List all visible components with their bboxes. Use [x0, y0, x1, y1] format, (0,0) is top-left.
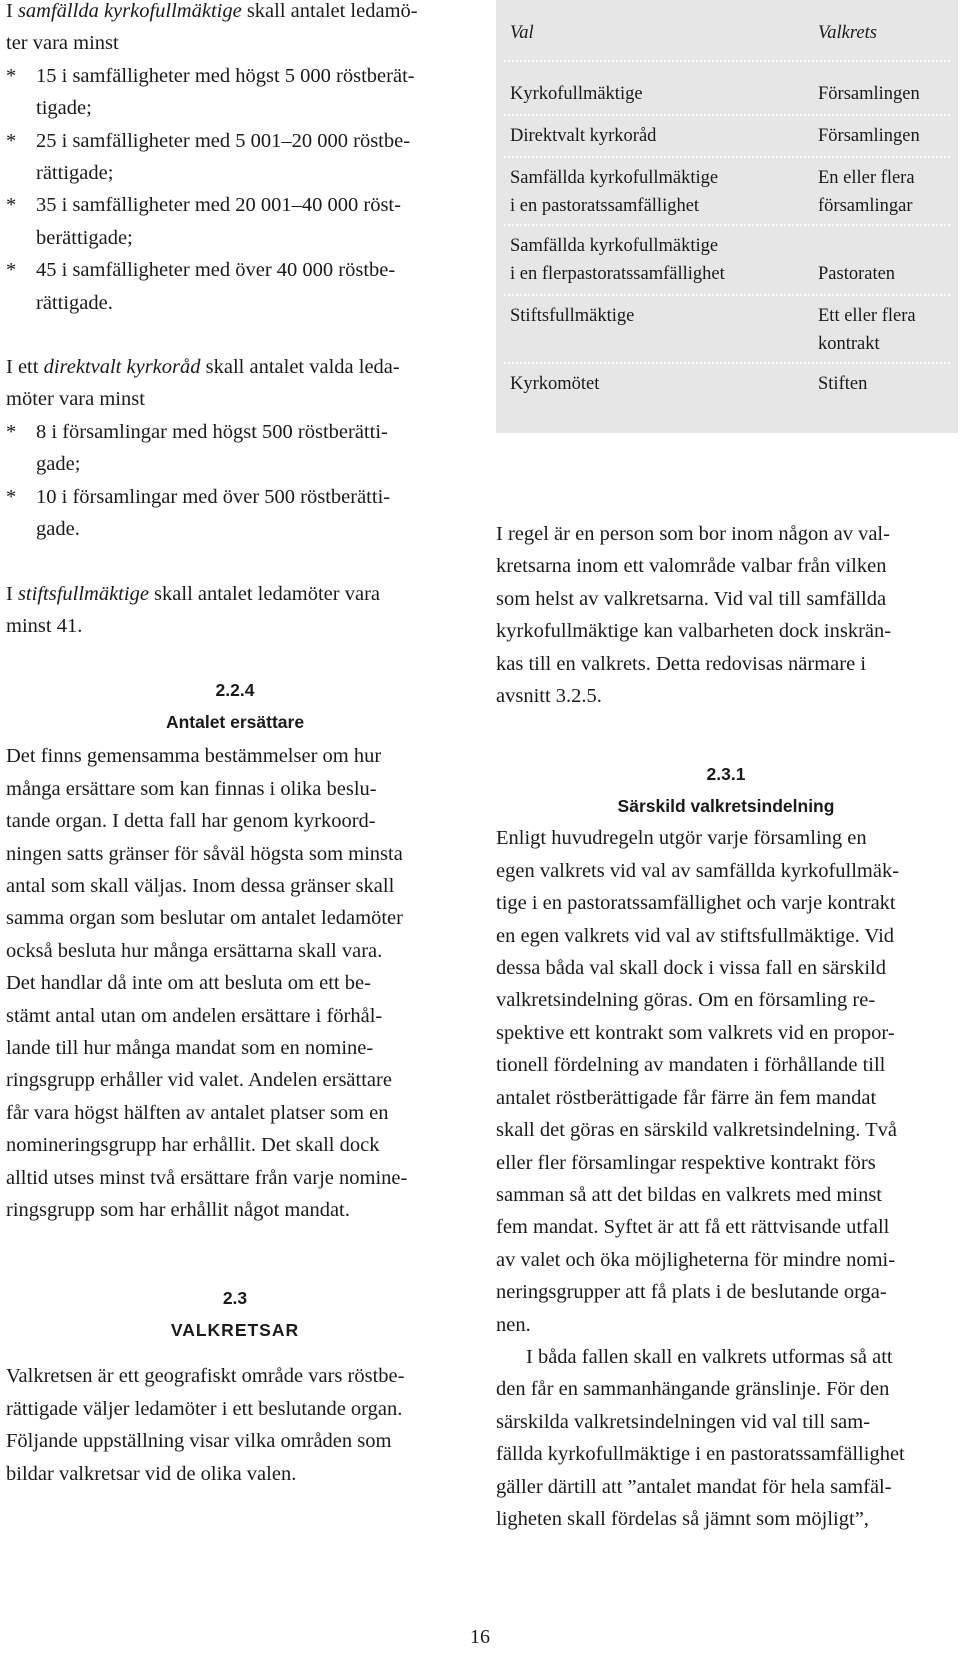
- page-number: 16: [470, 1626, 490, 1648]
- table-divider: [504, 60, 950, 62]
- section-number-2-2-4: 2.2.4: [215, 680, 255, 701]
- table-divider: [504, 114, 950, 116]
- bullet-asterisk: *: [6, 420, 17, 443]
- paragraph-valkretsen: Valkretsen är ett geografiskt område vars röstbe- rättigade väljer ledamöter i ett beslutande organ. Följande uppställning visar vilka områden som bildar valkretsar vid de olika valen.: [6, 1365, 405, 1485]
- section-title-valkretsar: VALKRETSAR: [170, 1320, 300, 1341]
- section-title-antalet-ersattare: Antalet ersättare: [165, 712, 305, 733]
- intro-stiftsfullmaktige-paragraph: I stiftsfullmäktige skall antalet ledamöter vara minst 41.: [6, 582, 381, 637]
- table-divider: [504, 224, 950, 226]
- bullet-asterisk: *: [6, 129, 17, 152]
- valkrets-table: Val Valkrets Kyrkofullmäktige Församlingen Direktvalt kyrkoråd Församlingen Samfällda kyrkofullmäktige i en pastoratssamfällighet En eller flera församlingar Samfällda kyrkofullmäktige i en flerpastoratssamfällighet Pastoraten Stiftsfullmäktige Ett eller flera kontrakt Kyrkomötet Stiften: [496, 0, 958, 433]
- list-item: * 15 i samfälligheter med högst 5 000 röstberät- tigade;: [6, 60, 464, 125]
- emphasis-samfallda: samfällda kyrkofullmäktige: [17, 0, 242, 22]
- list-item: * 8 i församlingar med högst 500 röstberätti- gade;: [6, 416, 464, 481]
- bullet-asterisk: *: [6, 259, 17, 282]
- emphasis-kyrkorad: direktvalt kyrkoråd: [43, 356, 201, 379]
- header-valkrets: Valkrets: [818, 23, 877, 43]
- intro-kyrkorad-paragraph: I ett direktvalt kyrkoråd skall antalet valda leda- möter vara minst: [6, 356, 400, 411]
- section-number-2-3-1: 2.3.1: [706, 764, 746, 785]
- list-item: * 45 i samfälligheter med över 40 000 röstbe- rättigade.: [6, 254, 464, 319]
- right-column: [496, 518, 956, 1535]
- list-item: * 10 i församlingar med över 500 röstberätti- gade.: [6, 481, 464, 546]
- left-column: [6, 0, 464, 1490]
- table-divider: [504, 294, 950, 296]
- section-number-2-3: 2.3: [222, 1288, 248, 1309]
- bullet-asterisk: *: [6, 194, 17, 217]
- bullet-asterisk: *: [6, 485, 17, 508]
- section-title-sarskild-valkretsindelning: Särskild valkretsindelning: [617, 796, 835, 817]
- emphasis-stiftsfullmaktige: stiftsfullmäktige: [17, 582, 149, 605]
- list-item: * 35 i samfälligheter med 20 001–40 000 röst- berättigade;: [6, 189, 464, 254]
- bullet-asterisk: *: [6, 64, 17, 87]
- table-divider: [504, 362, 950, 364]
- header-val: Val: [510, 23, 534, 43]
- paragraph-gransline: I båda fallen skall en valkrets utformas så att den får en sammanhängande gränslinje. För den särskilda valkretsindelningen vid val till sam- fällda kyrkofullmäktige i en pastoratssamfällighet gäller därtill att ”antalet mandat för hela samfäl- ligheten skall fördelas så jämnt som möjligt”,: [496, 1345, 905, 1530]
- table-divider: [504, 156, 950, 158]
- paragraph-huvudregeln: Enligt huvudregeln utgör varje församling en egen valkrets vid val av samfällda kyrkofullmäk- tige i en pastoratssamfällighet och varje kontrakt en egen valkrets vid val av stiftsfullmäktige. Vid dessa båda val skall dock i vissa fall en särskild valkretsindelning göras. Om en församling re- spektive ett kontrakt som valkrets vid en propor- tionell fördelning av mandaten i förhållande till antalet röstberättigade får färre än fem mandat skall det göras en särskild valkretsindelning. Två eller fler församlingar respektive kontrakt förs samman så att det bildas en valkrets med minst fem mandat. Syftet är att få ett rättvisande utfall av valet och öka möjligheterna för mindre nomi- neringsgrupper att få plats i de beslutande orga- nen.: [496, 827, 900, 1336]
- list-item: * 25 i samfälligheter med 5 001–20 000 röstbe- rättigade;: [6, 125, 464, 190]
- intro-samfallda-paragraph: I samfällda kyrkofullmäktige skall antalet ledamö- ter vara minst: [6, 0, 418, 55]
- paragraph-valbarhet: I regel är en person som bor inom någon av val- kretsarna inom ett valområde valbar från vilken som helst av valkretsarna. Vid val till samfällda kyrkofullmäktige kan valbarheten dock inskrän- kas till en valkrets. Detta redovisas närmare i avsnitt 3.2.5.: [496, 523, 892, 708]
- paragraph-ersattare: Det finns gemensamma bestämmelser om hur många ersättare som kan finnas i olika beslu- tande organ. I detta fall har genom kyrkoord- ningen satts gränser för såväl högsta som minsta antal som skall väljas. Inom dessa gränser skall samma organ som beslutar om antalet ledamöter också besluta hur många ersättarna skall vara. Det handlar då inte om att besluta om ett be- stämt antal utan om andelen ersättare i förhål- lande till hur många mandat som en nomine- ringsgrupp erhåller vid valet. Andelen ersättare får vara högst hälften av antalet platser som en nomineringsgrupp har erhållit. Det skall dock alltid utses minst två ersättare från varje nomine- ringsgrupp som har erhållit något mandat.: [6, 745, 408, 1221]
